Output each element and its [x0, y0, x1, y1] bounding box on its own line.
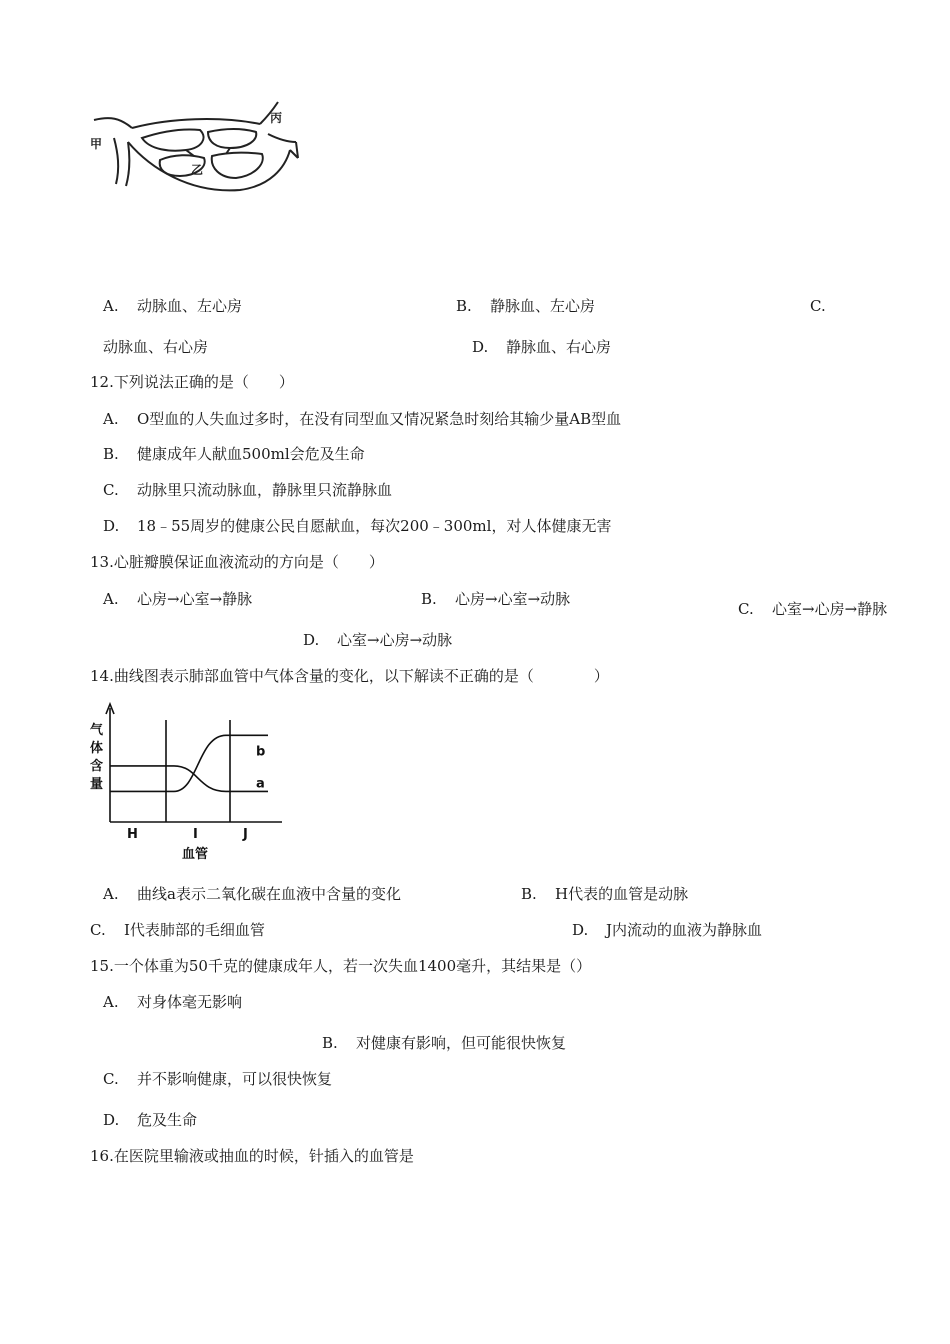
q13-option-b[interactable]: B. 心房→心室→动脉 — [421, 590, 571, 608]
q11-option-a[interactable]: A. 动脉血、左心房 — [103, 297, 243, 315]
y-axis-label: 气 体 含 量 — [90, 723, 104, 792]
q12-option-c[interactable]: C. 动脉里只流动脉血，静脉里只流静脉血 — [103, 481, 393, 499]
q12-option-b[interactable]: B. 健康成年人献血500ml会危及生命 — [103, 445, 365, 463]
x-axis-label: 血管 — [182, 847, 209, 862]
tick-label-I: I — [193, 827, 198, 842]
label-bing: 丙 — [270, 111, 283, 125]
q14-option-d[interactable]: D. J内流动的血液为静脉血 — [572, 921, 763, 939]
q11-option-b[interactable]: B. 静脉血、左心房 — [456, 297, 596, 315]
q16-stem: 16.在医院里输液或抽血的时候，针插入的血管是 — [90, 1147, 414, 1165]
series-label-a: a — [256, 776, 265, 792]
q14-stem: 14.曲线图表示肺部血管中气体含量的变化，以下解读不正确的是（ ） — [90, 667, 609, 685]
q15-option-b[interactable]: B. 对健康有影响，但可能很快恢复 — [322, 1034, 567, 1052]
series-line-b — [110, 735, 268, 791]
series-label-b: b — [256, 744, 266, 760]
q12-stem: 12.下列说法正确的是（ ） — [90, 373, 294, 391]
q11-option-c-letter[interactable]: C. — [810, 297, 826, 315]
q15-option-a[interactable]: A. 对身体毫无影响 — [103, 993, 243, 1011]
tick-label-J: J — [243, 827, 248, 842]
q15-option-d[interactable]: D. 危及生命 — [103, 1111, 198, 1129]
q12-option-a[interactable]: A. O型血的人失血过多时，在没有同型血又情况紧急时刻给其输少量AB型血 — [103, 410, 622, 428]
q13-option-a[interactable]: A. 心房→心室→静脉 — [103, 590, 253, 608]
q13-stem: 13.心脏瓣膜保证血液流动的方向是（ ） — [90, 553, 384, 571]
q15-stem: 15.一个体重为50千克的健康成年人，若一次失血1400毫升，其结果是（） — [90, 957, 592, 975]
q14-option-c[interactable]: C. I代表肺部的毛细血管 — [90, 921, 265, 939]
q14-option-a[interactable]: A. 曲线a表示二氧化碳在血液中含量的变化 — [103, 885, 401, 903]
q13-option-c[interactable]: C. 心室→心房→静脉 — [738, 600, 888, 618]
q14-option-b[interactable]: B. H代表的血管是动脉 — [521, 885, 689, 903]
label-yi: 乙 — [191, 163, 204, 177]
label-jia: 甲 — [90, 137, 103, 151]
tick-label-H: H — [127, 827, 138, 842]
capillary-figure — [90, 98, 310, 203]
gas-content-chart — [88, 696, 288, 866]
q15-option-c[interactable]: C. 并不影响健康，可以很快恢复 — [103, 1070, 333, 1088]
q11-option-d[interactable]: D. 静脉血、右心房 — [472, 338, 612, 356]
q13-option-d[interactable]: D. 心室→心房→动脉 — [303, 631, 453, 649]
q11-option-c-text[interactable]: 动脉血、右心房 — [103, 338, 209, 356]
series-line-a — [110, 766, 268, 792]
q12-option-d[interactable]: D. 18﹣55周岁的健康公民自愿献血，每次200﹣300ml，对人体健康无害 — [103, 517, 612, 535]
